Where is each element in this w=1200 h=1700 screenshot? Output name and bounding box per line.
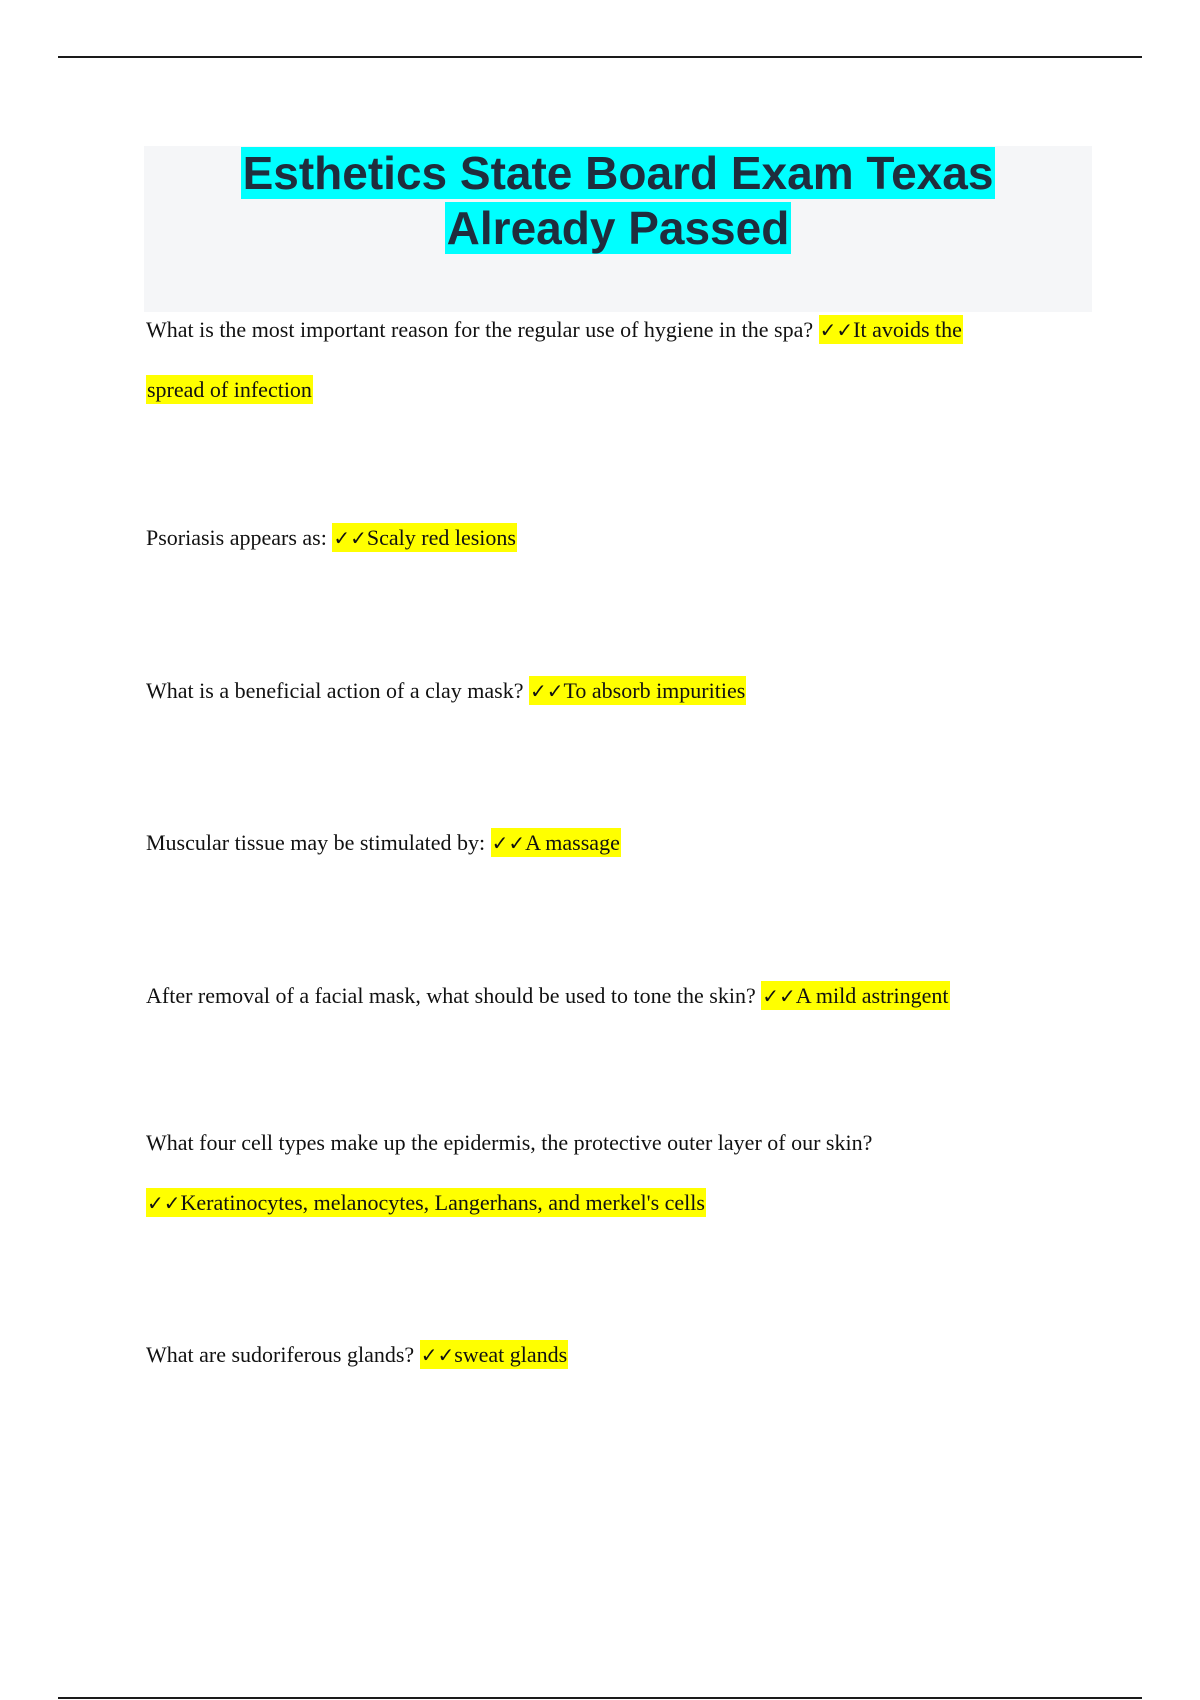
check-icon: ✓✓ [762, 984, 796, 1008]
answer [420, 1340, 569, 1369]
question: After removal of a facial mask, what should be used to tone the skin? [146, 983, 756, 1008]
answer [761, 981, 949, 1010]
question: Muscular tissue may be stimulated by: [146, 830, 486, 855]
answer-text: It avoids the [853, 317, 962, 342]
answer-text: A mild astringent [795, 983, 949, 1008]
document-title [144, 146, 1092, 256]
answer-text: A massage [525, 830, 620, 855]
check-icon: ✓✓ [491, 831, 526, 855]
answer [146, 1188, 706, 1217]
footer-rule [58, 1697, 1142, 1699]
qa-item [146, 1325, 1066, 1385]
check-icon: ✓✓ [530, 679, 564, 703]
qa-item [146, 1113, 1066, 1233]
question: What four cell types make up the epidermis, the protective outer layer of our skin? [146, 1130, 873, 1155]
check-icon: ✓✓ [147, 1191, 181, 1215]
answer-text: To absorb impurities [563, 678, 746, 703]
question: What are sudoriferous glands? [146, 1342, 415, 1367]
qa-item [146, 508, 1066, 568]
qa-item [146, 300, 1066, 420]
title-line-1: Esthetics State Board Exam Texas [242, 147, 994, 199]
answer-continued: spread of infection [147, 377, 312, 402]
check-icon: ✓✓ [333, 526, 367, 550]
answer [529, 676, 746, 705]
question: What is the most important reason for the regular use of hygiene in the spa? [146, 317, 814, 342]
title-block [144, 146, 1092, 312]
qa-item [146, 966, 1066, 1026]
title-line-2: Already Passed [446, 202, 790, 254]
answer [332, 523, 517, 552]
answer [819, 315, 963, 344]
answer-text: Scaly red lesions [366, 525, 516, 550]
qa-item [146, 661, 1066, 721]
check-icon: ✓✓ [420, 1343, 455, 1367]
question: What is a beneficial action of a clay mask? [146, 678, 524, 703]
check-icon: ✓✓ [819, 318, 854, 342]
answer-text: Keratinocytes, melanocytes, Langerhans, and merkel's cells [180, 1190, 705, 1215]
answer-text: sweat glands [454, 1342, 568, 1367]
qa-item [146, 813, 1066, 873]
question: Psoriasis appears as: [146, 525, 327, 550]
header-rule [58, 56, 1142, 58]
answer [491, 828, 621, 857]
